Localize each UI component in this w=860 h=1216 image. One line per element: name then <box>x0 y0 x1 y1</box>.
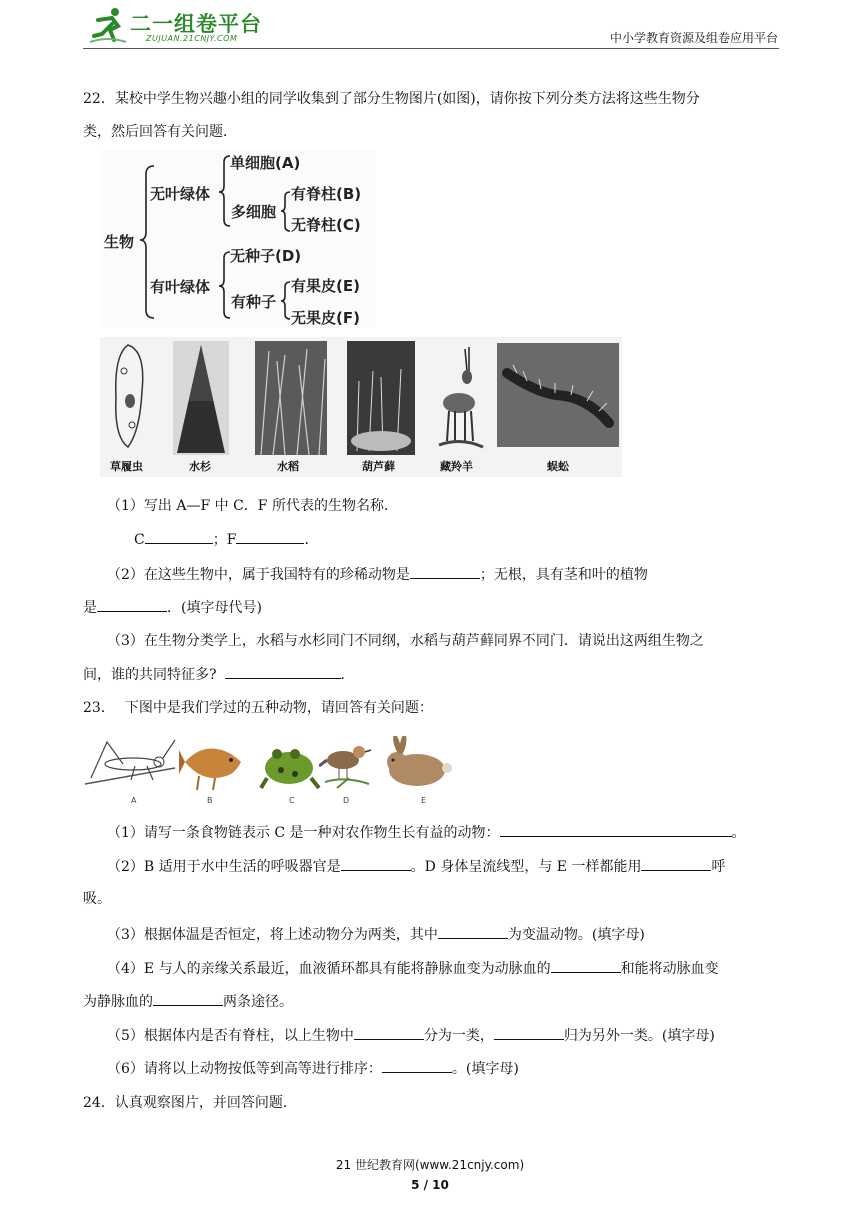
centipede-image <box>497 343 619 447</box>
organism-label: 水稻 <box>277 460 299 473</box>
answer-blank[interactable] <box>382 1058 452 1073</box>
classification-tree <box>100 150 376 328</box>
q22-part1: （1）写出 A—F 中 C．F 所代表的生物名称． <box>107 498 398 514</box>
q22-part3-line1: （3）在生物分类学上，水稻与水杉同门不同纲，水稻与葫芦藓同界不同门．请说出这两组生物之 <box>107 633 704 649</box>
frog-image <box>259 740 321 792</box>
animal-letter: B <box>207 796 213 805</box>
five-animals-figure <box>83 734 458 810</box>
metasequoia-image <box>173 341 229 455</box>
q23-part2-line1: （2）B 适用于水中生活的呼吸器官是 。D 身体呈流线型，与 E 一样都能用 呼 <box>107 856 725 877</box>
q23-part1: （1）请写一条食物链表示 C 是一种对农作物生长有益的动物： 。 <box>107 822 746 843</box>
animal-letter: C <box>289 796 295 805</box>
answer-blank[interactable] <box>438 924 508 939</box>
animal-letter: A <box>131 796 137 805</box>
logo-text: 二一组卷平台 <box>130 12 262 36</box>
tree-has-chlorophyll: 有叶绿体 <box>150 278 211 296</box>
grasshopper-image <box>83 734 178 794</box>
bird-image <box>319 738 373 794</box>
tree-no-pericarp: 无果皮(F) <box>291 309 360 327</box>
answer-blank[interactable] <box>236 529 304 544</box>
organism-label: 草履虫 <box>110 460 143 473</box>
q24-stem: 24．认真观察图片，并回答问题． <box>83 1095 297 1111</box>
paramecium-image <box>106 341 154 453</box>
answer-blank[interactable] <box>641 856 711 871</box>
answer-blank[interactable] <box>551 958 621 973</box>
tree-multicellular: 多细胞 <box>231 203 277 221</box>
q23-part5: （5）根据体内是否有脊柱，以上生物中 分为一类， 归为另外一类。(填字母) <box>107 1025 715 1046</box>
moss-image <box>347 341 415 455</box>
q24-number: 24． <box>83 1095 115 1111</box>
q23-number: 23． <box>83 700 115 716</box>
answer-blank[interactable] <box>145 529 213 544</box>
q23-stem: 23． 下图中是我们学过的五种动物，请回答有关问题： <box>83 700 433 716</box>
tree-has-seed: 有种子 <box>231 293 277 311</box>
animal-letter: D <box>343 796 350 805</box>
tree-root: 生物 <box>104 233 135 251</box>
answer-blank[interactable] <box>494 1025 564 1040</box>
fish-image <box>179 736 249 792</box>
q23-part4-line2: 为静脉血的 两条途径。 <box>83 991 293 1012</box>
answer-blank[interactable] <box>153 991 223 1006</box>
q22-part2-line2: 是 ．(填字母代号) <box>83 597 262 618</box>
answer-blank[interactable] <box>341 856 411 871</box>
organism-pictures <box>100 337 622 477</box>
q23-part2-line2: 吸。 <box>83 891 111 907</box>
q22-part2-line1: （2）在这些生物中，属于我国特有的珍稀动物是 ；无根，具有茎和叶的植物 <box>107 564 648 585</box>
q23-part3: （3）根据体温是否恒定，将上述动物分为两类，其中 为变温动物。(填字母) <box>107 924 645 945</box>
header-divider <box>83 48 779 49</box>
q22-number: 22． <box>83 91 115 107</box>
q22-stem-line2: 类，然后回答有关问题． <box>83 124 237 140</box>
rabbit-image <box>383 736 457 790</box>
answer-blank[interactable] <box>410 564 480 579</box>
tree-no-chlorophyll: 无叶绿体 <box>150 185 211 203</box>
organism-label: 藏羚羊 <box>440 460 473 473</box>
page-number: 5 / 10 <box>411 1178 449 1192</box>
answer-blank[interactable] <box>500 822 732 837</box>
answer-blank[interactable] <box>225 664 341 679</box>
logo-subtitle: ZUJUAN.21CNJY.COM <box>146 34 238 43</box>
q22-stem-line1: 22．某校中学生物兴趣小组的同学收集到了部分生物图片(如图)，请你按下列分类方法将这些生物分 <box>83 91 700 107</box>
tree-unicellular: 单细胞(A) <box>230 154 301 172</box>
q23-part6: （6）请将以上动物按低等到高等进行排序： 。(填字母) <box>107 1058 519 1079</box>
q22-part1-blanks: C ；F ． <box>134 529 318 550</box>
header-logo <box>88 6 278 46</box>
tree-has-pericarp: 有果皮(E) <box>291 277 360 295</box>
organism-label: 蜈蚣 <box>547 460 569 473</box>
q22-part3-line2: 间，谁的共同特征多? . <box>83 664 345 685</box>
footer-site: 21 世纪教育网(www.21cnjy.com) <box>335 1158 525 1172</box>
header-platform-name: 中小学教育资源及组卷应用平台 <box>609 31 778 45</box>
tree-vertebrate: 有脊柱(B) <box>291 185 362 203</box>
rice-image <box>255 341 327 455</box>
animal-letter: E <box>421 796 427 805</box>
organism-label: 水杉 <box>189 460 211 473</box>
organism-label: 葫芦藓 <box>362 460 395 473</box>
answer-blank[interactable] <box>354 1025 424 1040</box>
answer-blank[interactable] <box>97 597 167 612</box>
q23-part4-line1: （4）E 与人的亲缘关系最近，血液循环都具有能将静脉血变为动脉血的 和能将动脉血变 <box>107 958 719 979</box>
antelope-image <box>435 341 487 455</box>
runner-logo-icon <box>88 6 128 44</box>
tree-no-seed: 无种子(D) <box>230 247 302 265</box>
tree-invertebrate: 无脊柱(C) <box>291 216 361 234</box>
